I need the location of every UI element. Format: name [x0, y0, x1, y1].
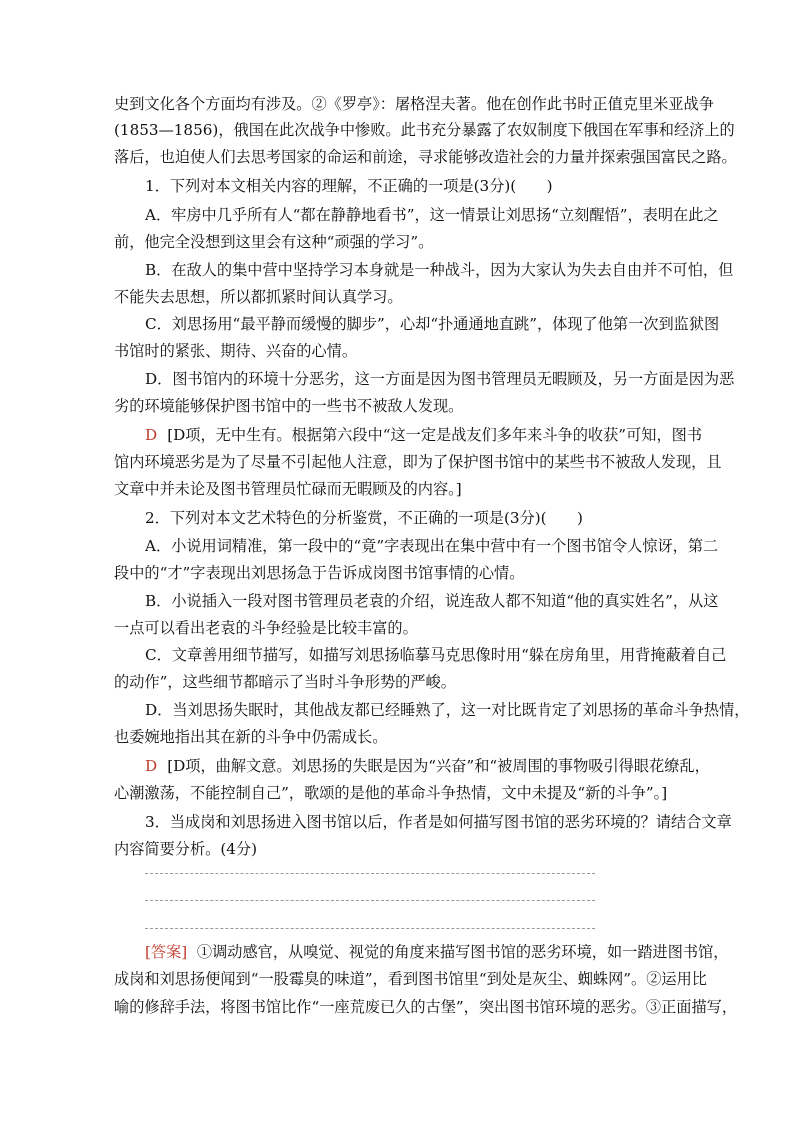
answer-writing-line	[145, 928, 595, 929]
q3-answer	[145, 939, 729, 965]
intro-line: 史到文化各个方面均有涉及。②《罗亭》：屠格涅夫著。他在创作此书时正值克里米亚战争	[114, 95, 714, 113]
q2-explanation-text: [D项，曲解文意。刘思扬的失眠是因为“兴奋”和“被周围的事物吸引得眼花缭乱，	[167, 757, 710, 775]
q2-option-b: B．小说插入一段对图书管理员老袁的介绍，说连敌人都不知道“他的真实姓名”，从这	[145, 592, 719, 610]
answer-writing-line	[145, 873, 595, 874]
q1-explanation-cont: 文章中并未论及图书管理员忙碌而无暇顾及的内容。]	[114, 480, 462, 498]
question-3-stem: 3．当成岗和刘思扬进入图书馆以后，作者是如何描写图书馆的恶劣环境的？请结合文章	[145, 813, 732, 831]
q1-option-a: A．牢房中几乎所有人“都在静静地看书”，这一情景让刘思扬“立刻醒悟”，表明在此之	[145, 206, 719, 224]
q3-answer-text: ①调动感官，从嗅觉、视觉的角度来描写图书馆的恶劣环境，如一踏进图书馆，	[196, 943, 729, 961]
q1-explanation-text: [D项，无中生有。根据第六段中“这一定是战友们多年来斗争的收获”可知，图书	[167, 426, 703, 444]
q2-option-a: A．小说用词精准，第一段中的“竟”字表现出在集中营中有一个图书馆令人惊讶，第二	[145, 537, 719, 555]
intro-line: (1853—1856)，俄国在此次战争中惨败。此书充分暴露了农奴制度下俄国在军事和经济上的	[114, 121, 735, 139]
q1-option-a-cont: 前，他完全没想到这里会有这种“顽强的学习”。	[114, 233, 434, 251]
question-3-stem-cont: 内容简要分析。(4分)	[114, 840, 258, 858]
q1-option-d: D．图书馆内的环境十分恶劣，这一方面是因为图书管理员无暇顾及，另一方面是因为恶	[145, 370, 735, 388]
q1-option-d-cont: 劣的环境能够保护图书馆中的一些书不被敌人发现。	[114, 397, 464, 415]
question-2-stem: 2．下列对本文艺术特色的分析鉴赏，不正确的一项是(3分)( )	[145, 509, 583, 527]
q1-option-c: C．刘思扬用“最平静而缓慢的脚步”，心却“扑通通地直跳”，体现了他第一次到监狱图	[145, 315, 720, 333]
q1-option-b-cont: 不能失去思想，所以都抓紧时间认真学习。	[114, 288, 403, 306]
q2-answer-key: D	[145, 757, 158, 775]
intro-line: 落后，也迫使人们去思考国家的命运和前途，寻求能够改造社会的力量并探索强国富民之路。	[114, 148, 737, 166]
q1-option-c-cont: 书馆时的紧张、期待、兴奋的心情。	[114, 342, 357, 360]
answer-tag: [答案]	[145, 943, 188, 961]
q1-explanation-cont: 馆内环境恶劣是为了尽量不引起他人注意，即为了保护图书馆中的某些书不被敌人发现，且	[114, 453, 722, 471]
q2-option-d-cont: 也委婉地指出其在新的斗争中仍需成长。	[114, 728, 388, 746]
q2-explanation-cont: 心潮激荡，不能控制自己”，歌颂的是他的革命斗争热情，文中未提及“新的斗争”。]	[114, 784, 668, 802]
q2-option-d: D．当刘思扬失眠时，其他战友都已经睡熟了，这一对比既肯定了刘思扬的革命斗争热情，	[145, 701, 750, 719]
q1-answer-key: D	[145, 426, 158, 444]
question-1-stem: 1．下列对本文相关内容的理解，不正确的一项是(3分)( )	[145, 177, 553, 195]
q3-answer-cont: 喻的修辞手法，将图书馆比作“一座荒废已久的古堡”，突出图书馆环境的恶劣。③正面描写，	[114, 998, 738, 1016]
q2-option-c-cont: 的动作”，这些细节都暗示了当时斗争形势的严峻。	[114, 673, 456, 691]
q2-option-c: C．文章善用细节描写，如描写刘思扬临摹马克思像时用“躲在房角里，用背掩蔽着自己	[145, 646, 727, 664]
q2-option-b-cont: 一点可以看出老袁的斗争经验是比较丰富的。	[114, 619, 418, 637]
q2-option-a-cont: 段中的“才”字表现出刘思扬急于告诉成岗图书馆事情的心情。	[114, 564, 525, 582]
answer-writing-line	[145, 900, 595, 901]
q1-explanation	[145, 422, 703, 448]
q1-option-b: B．在敌人的集中营中坚持学习本身就是一种战斗，因为大家认为失去自由并不可怕，但	[145, 261, 734, 279]
q2-explanation	[145, 753, 710, 779]
q3-answer-cont: 成岗和刘思扬便闻到“一股霉臭的味道”，看到图书馆里“到处是灰尘、蜘蛛网”。②运用比	[114, 970, 707, 988]
